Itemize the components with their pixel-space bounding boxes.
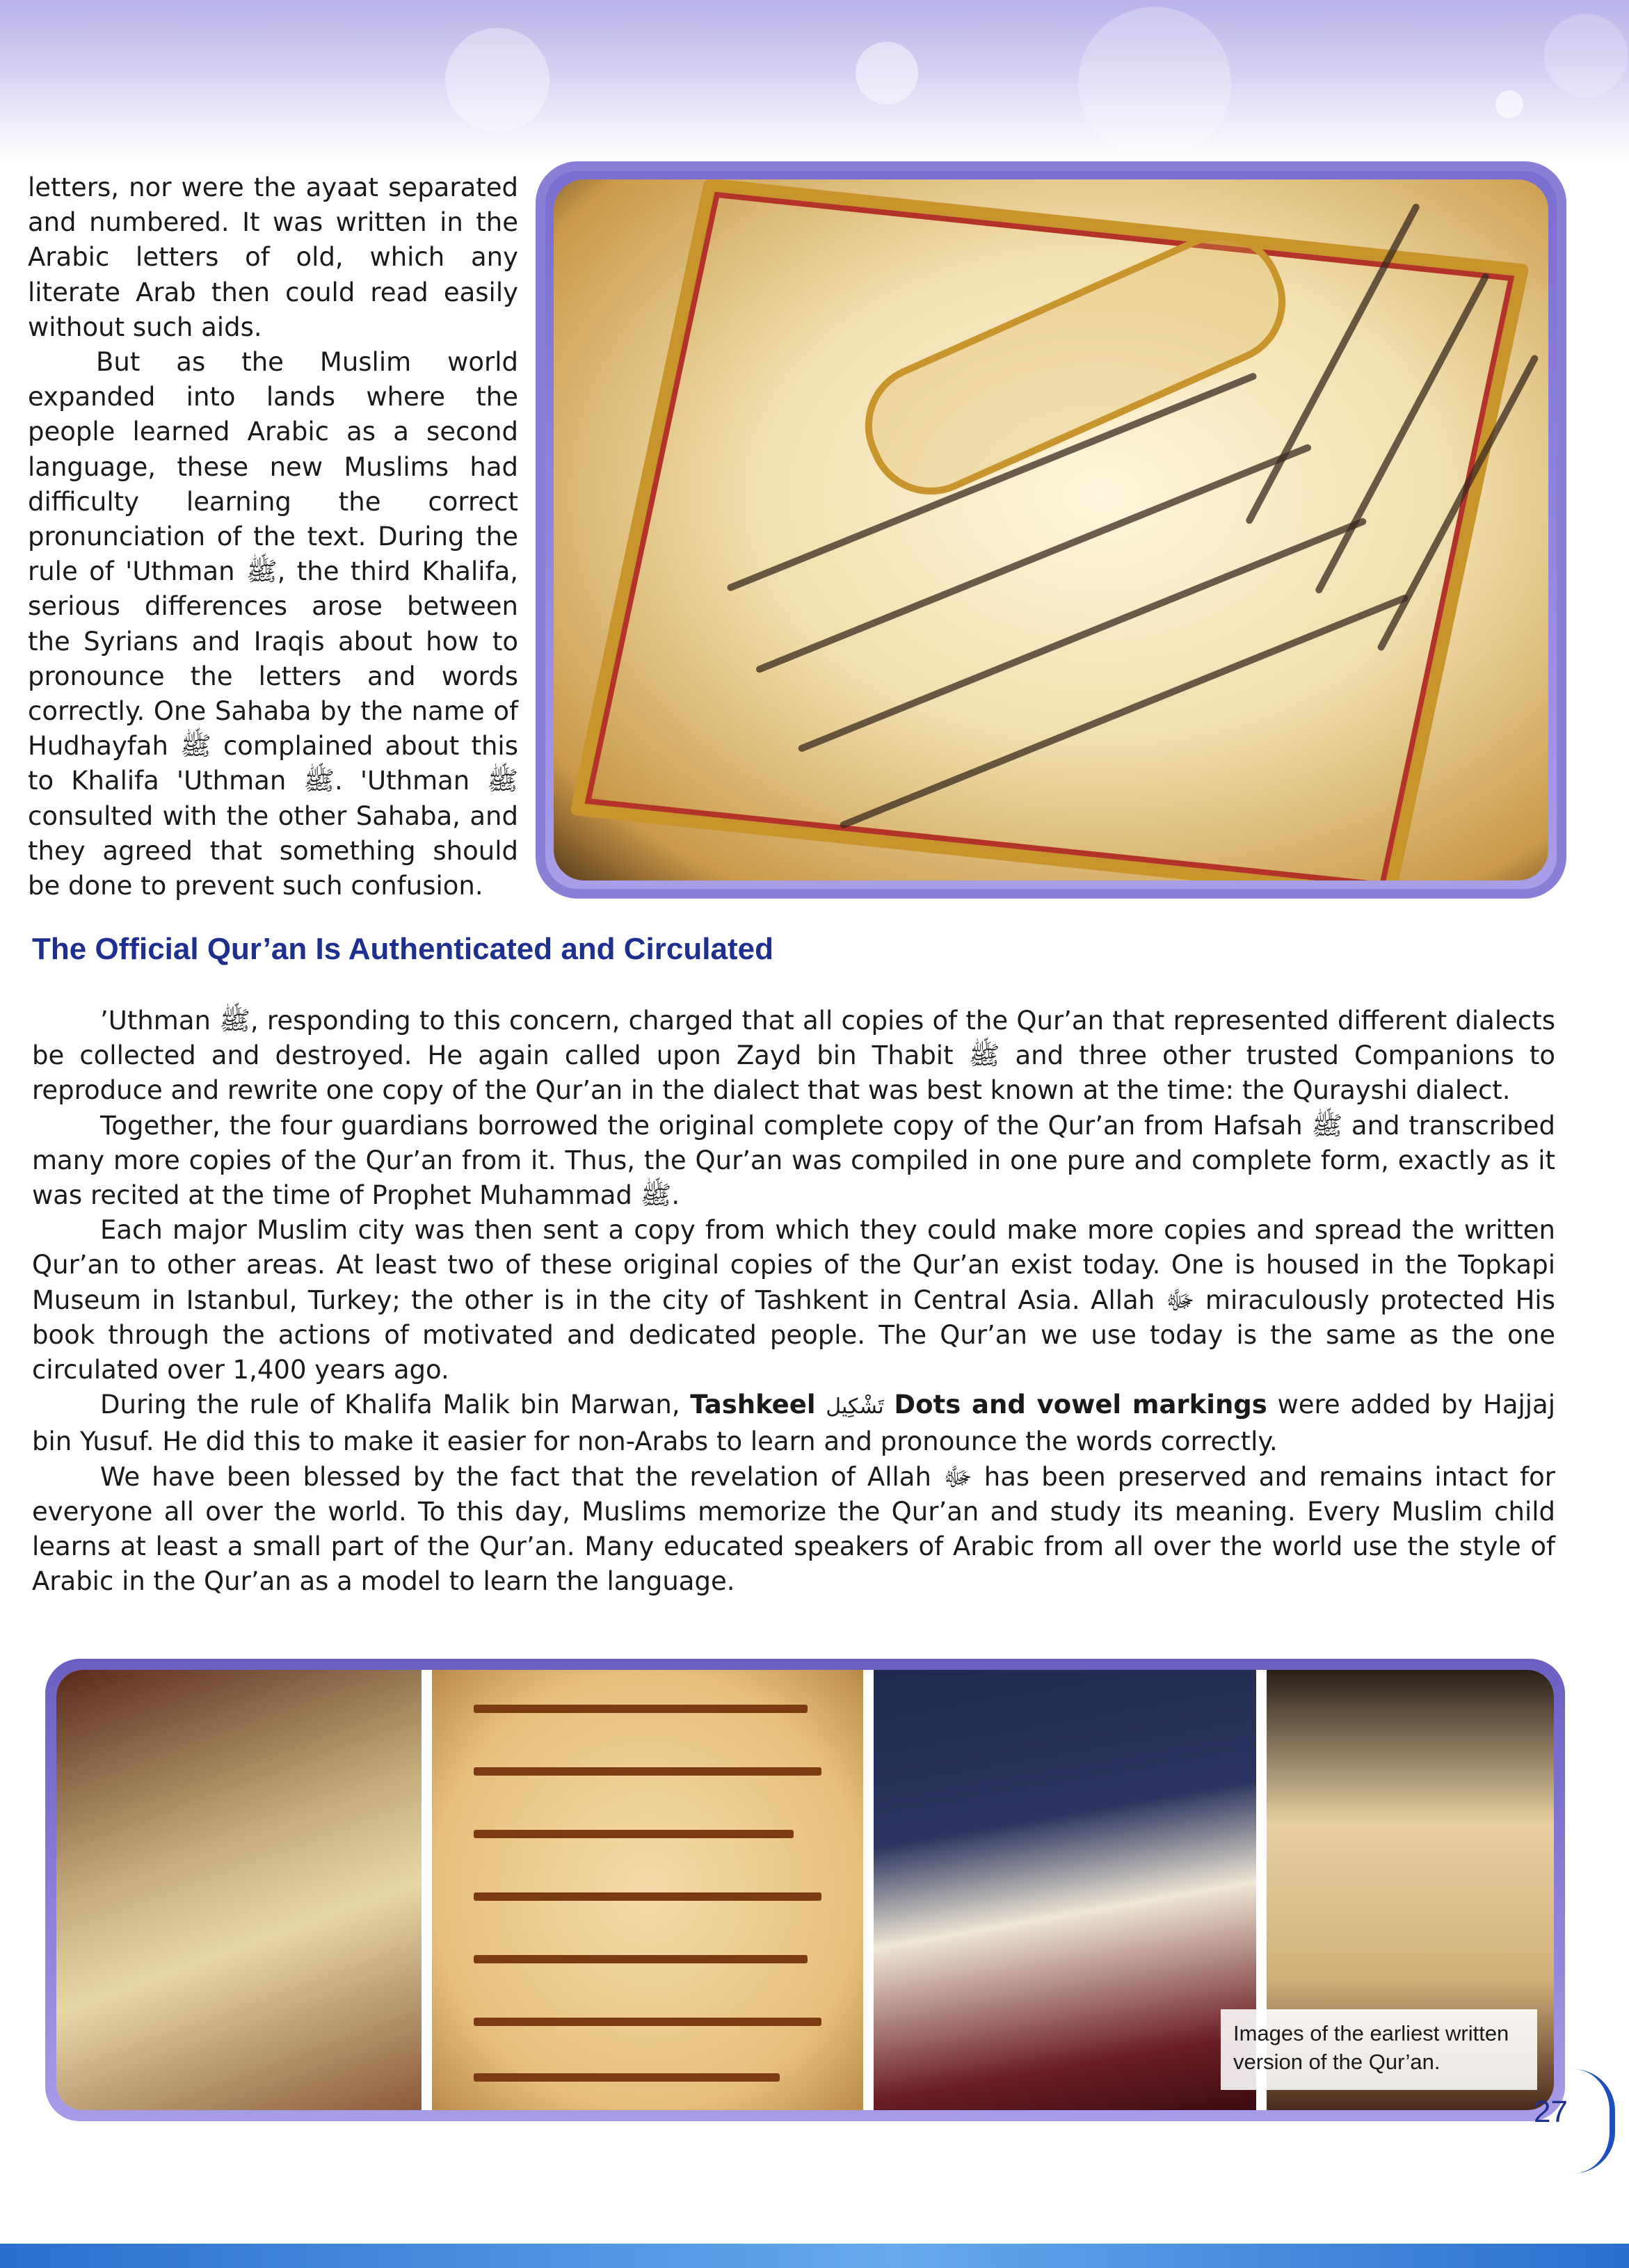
kufic-stroke: [474, 2018, 821, 2026]
bottom-band: [0, 2244, 1629, 2268]
kufic-stroke: [474, 2073, 780, 2082]
tashkeel-definition: Dots and vowel markings: [894, 1390, 1267, 1420]
section-body: [32, 1004, 1555, 1599]
kufic-stroke: [474, 1892, 821, 1901]
quran-manuscript-photo: [536, 161, 1566, 899]
kufic-stroke: [474, 1830, 794, 1838]
page-number: 27: [1534, 2095, 1568, 2129]
body-paragraph: Each major Muslim city was then sent a copy from which they could make more copies and spread the written Qur’an to other areas. At least two of these original copies of the Qur’an exist today. One is housed in the Topkapi Museum in Istanbul, Turkey; the other is in the city of Tashkent in Central Asia. Allah ﷻ miraculously protected His book through the actions of motivated and dedicated people. The Qur’an we use today is the same as the one circulated over 1,400 years ago.: [32, 1215, 1555, 1385]
tashkeel-intro: During the rule of Khalifa Malik bin Marwan,: [100, 1390, 691, 1420]
column-paragraph: But as the Muslim world expanded into lands where the people learned Arabic as a second language, these new Muslims had difficulty learning the correct pronunciation of the text. During the rule of 'Uthman ﷺ, the third Khalifa, serious differences arose between the Syrians and Iraqis about how to pronounce the letters and words correctly. One Sahaba by the name of Hudhayfah ﷺ complained about this to Khalifa 'Uthman ﷺ. 'Uthman ﷺ consulted with the other Sahaba, and they agreed that something should be done to prevent such confusion.: [28, 347, 518, 901]
body-paragraph: [32, 1388, 1555, 1459]
decorative-bubble: [445, 28, 549, 132]
page-number-bracket: [1573, 2069, 1615, 2173]
manuscript-photo-3: [874, 1670, 1256, 2110]
kufic-stroke: [474, 1705, 808, 1713]
body-paragraph: We have been blessed by the fact that the revelation of Allah ﷻ has been preserved and remains intact for everyone all over the world. To this day, Muslims memorize the Qur’an and study its meaning. Every Muslim child learns at least a small part of the Qur’an. Many educated speakers of Arabic from all over the world use the style of Arabic in the Qur’an as a model to learn the language.: [32, 1461, 1555, 1597]
top-banner: [0, 0, 1629, 160]
tashkeel-rest: were added by Hajjaj bin Yusuf. He did this to make it easier for non-Arabs to learn and pronounce the words correctly.: [32, 1390, 1556, 1457]
manuscript-image: [554, 179, 1548, 880]
kufic-stroke: [474, 1955, 808, 1963]
gallery-caption: Images of the earliest written version of the Qur’an.: [1221, 2009, 1537, 2090]
body-paragraph: ’Uthman ﷺ, responding to this concern, charged that all copies of the Qur’an that represented different dialects be collected and destroyed. He again called upon Zayd bin Thabit ﷺ and three other trusted Companions to reproduce and rewrite one copy of the Qur’an in the dialect that was best known at the time: the Qurayshi dialect.: [32, 1006, 1555, 1106]
manuscript-photo-1: [56, 1670, 422, 2110]
body-paragraph: Together, the four guardians borrowed the original complete copy of the Qur’an from Hafsah ﷺ and transcribed many more copies of the Qur’an from it. Thus, the Qur’an was compiled in one pure and complete form, exactly as it was recited at the time of Prophet Muhammad ﷺ.: [32, 1110, 1555, 1211]
manuscript-photo-2: [432, 1670, 863, 2110]
illuminated-border: [570, 179, 1530, 880]
section-heading: The Official Qur’an Is Authenticated and Circulated: [32, 932, 773, 966]
column-paragraph: letters, nor were the ayaat separated and numbered. It was written in the Arabic letters of old, which any literate Arab then could read easily without such aids.: [28, 172, 518, 342]
decorative-bubble: [856, 42, 918, 104]
decorative-bubble: [1495, 90, 1523, 118]
tashkeel-arabic: تَشْكِيل: [826, 1394, 884, 1419]
left-column-text: [28, 170, 518, 903]
decorative-bubble: [1544, 14, 1628, 97]
decorative-bubble: [1078, 7, 1231, 160]
kufic-stroke: [474, 1767, 821, 1776]
tashkeel-term: Tashkeel: [690, 1390, 816, 1420]
